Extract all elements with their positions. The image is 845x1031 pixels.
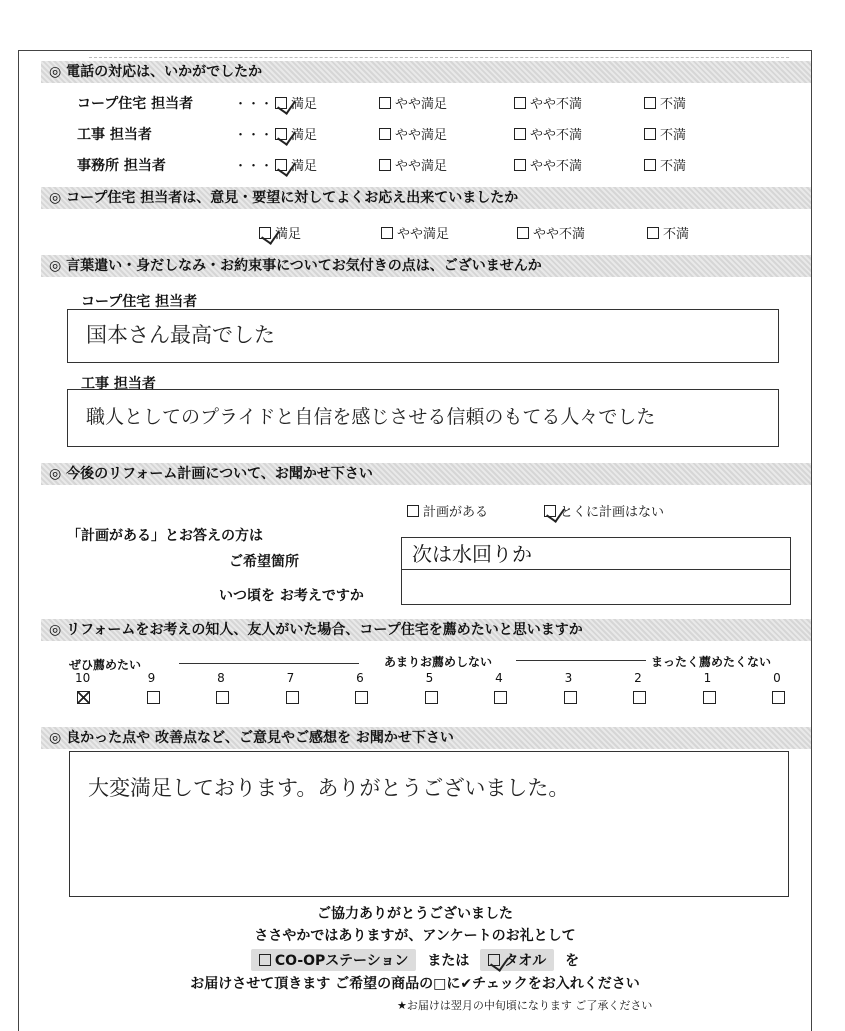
plan-yes-option[interactable]: 計画がある xyxy=(407,501,488,520)
phone-row1-somewhat-dissatisfied[interactable]: やや不満 xyxy=(514,93,582,112)
scale-checkbox-3[interactable] xyxy=(564,691,577,704)
checkbox-icon[interactable] xyxy=(379,128,391,140)
section-manners: ◎ 言葉遣い・身だしなみ・お約束事についてお気付きの点は、ございませんか xyxy=(41,255,811,277)
checkbox-icon[interactable] xyxy=(259,227,271,239)
phone-row2-dissatisfied[interactable]: 不満 xyxy=(644,124,686,143)
section-recommend: ◎ リフォームをお考えの知人、友人がいた場合、コープ住宅を薦めたいと思いますか xyxy=(41,619,811,641)
gift-choice-row xyxy=(19,949,811,971)
checkbox-icon[interactable] xyxy=(275,128,287,140)
phone-row3-dissatisfied[interactable]: 不満 xyxy=(644,155,686,174)
phone-row3-satisfied[interactable]: ・・・ 満足 xyxy=(234,159,318,174)
section-response: ◎ コープ住宅 担当者は、意見・要望に対してよくお応え出来ていましたか xyxy=(41,187,811,209)
gift-option-coop[interactable]: CO-OPステーション xyxy=(251,949,417,971)
section-plan: ◎ 今後のリフォーム計画について、お聞かせ下さい xyxy=(41,463,811,485)
scale-number-5: 5 xyxy=(425,671,434,685)
coop-staff-comment-box[interactable]: 国本さん最高でした xyxy=(67,309,779,363)
place-input[interactable]: 次は水回りか xyxy=(402,538,790,570)
scale-number-4: 4 xyxy=(495,671,503,685)
checkbox-icon[interactable] xyxy=(514,97,526,109)
gift-option-towel[interactable]: タオル xyxy=(480,949,554,971)
checkbox-icon[interactable] xyxy=(379,159,391,171)
scale-number-10: 10 xyxy=(75,671,91,685)
checkbox-icon[interactable] xyxy=(275,97,287,109)
checkbox-icon[interactable] xyxy=(514,128,526,140)
when-label: いつ頃を お考えですか xyxy=(219,588,364,604)
scale-number-3: 3 xyxy=(564,671,573,685)
coop-staff-label: コープ住宅 担当者 xyxy=(81,294,198,310)
scale-number-9: 9 xyxy=(147,671,156,685)
scale-checkbox-7[interactable] xyxy=(286,691,299,704)
checkbox-icon[interactable] xyxy=(644,97,656,109)
footer-instruction: お届けさせて頂きます ご希望の商品の□に✔チェックをお入れください xyxy=(190,976,640,992)
or-text: または xyxy=(427,953,470,969)
scale-number-1: 1 xyxy=(703,671,712,685)
checkbox-icon[interactable] xyxy=(259,954,271,966)
scale-left-label: ぜひ薦めたい xyxy=(69,658,142,672)
checkbox-icon[interactable] xyxy=(379,97,391,109)
scale-right-label: まったく薦めたくない xyxy=(651,655,772,669)
response-dissatisfied[interactable]: 不満 xyxy=(647,223,689,242)
phone-row1-satisfied[interactable]: ・・・ 満足 xyxy=(234,97,318,112)
section-phone: ◎ 電話の対応は、いかがでしたか xyxy=(41,61,811,83)
phone-row-label: コープ住宅 担当者 xyxy=(77,96,194,112)
footer-gift: ささやかではありますが、アンケートのお礼として xyxy=(254,928,576,944)
scale-number-6: 6 xyxy=(356,671,364,685)
checkbox-icon[interactable] xyxy=(544,505,556,517)
comments-box[interactable]: 大変満足しております。ありがとうございました。 xyxy=(69,751,789,897)
plan-no-option[interactable]: とくに計画はない xyxy=(544,501,664,520)
scale-checkbox-5[interactable] xyxy=(425,691,438,704)
checkbox-icon[interactable] xyxy=(644,159,656,171)
phone-row1-somewhat-satisfied[interactable]: やや満足 xyxy=(379,93,447,112)
scale-number-2: 2 xyxy=(634,671,642,685)
phone-row-label: 事務所 担当者 xyxy=(77,158,166,174)
checkbox-icon[interactable] xyxy=(517,227,529,239)
scale-checkbox-4[interactable] xyxy=(494,691,507,704)
plan-lead-text: 「計画がある」とお答えの方は xyxy=(67,528,263,544)
phone-row2-somewhat-satisfied[interactable]: やや満足 xyxy=(379,124,447,143)
checkbox-icon[interactable] xyxy=(381,227,393,239)
scale-number-0: 0 xyxy=(773,671,781,685)
scale-checkbox-6[interactable] xyxy=(355,691,368,704)
footer-note: ★お届けは翌月の中旬頃になります ご了承ください xyxy=(397,999,653,1012)
response-somewhat-dissatisfied[interactable]: やや不満 xyxy=(517,223,585,242)
checkbox-icon[interactable] xyxy=(407,505,419,517)
scale-number-8: 8 xyxy=(217,671,225,685)
checkbox-icon[interactable] xyxy=(647,227,659,239)
footer-thanks: ご協力ありがとうございました xyxy=(317,906,513,922)
phone-row3-somewhat-dissatisfied[interactable]: やや不満 xyxy=(514,155,582,174)
scale-checkbox-1[interactable] xyxy=(703,691,716,704)
scale-mid-label: あまりお薦めしない xyxy=(384,655,493,669)
scale-checkbox-0[interactable] xyxy=(772,691,785,704)
top-dashed-line xyxy=(89,51,789,58)
place-label: ご希望箇所 xyxy=(229,554,299,570)
checkbox-icon[interactable] xyxy=(644,128,656,140)
phone-row1-dissatisfied[interactable]: 不満 xyxy=(644,93,686,112)
section-comments: ◎ 良かった点や 改善点など、ご意見やご感想を お聞かせ下さい xyxy=(41,727,811,749)
phone-row3-somewhat-satisfied[interactable]: やや満足 xyxy=(379,155,447,174)
plan-answer-box xyxy=(401,537,791,605)
scale-checkbox-9[interactable] xyxy=(147,691,160,704)
koji-staff-comment-box[interactable]: 職人としてのプライドと自信を感じさせる信頼のもてる人々でした xyxy=(67,389,779,447)
scale-checkbox-2[interactable] xyxy=(633,691,646,704)
phone-row2-somewhat-dissatisfied[interactable]: やや不満 xyxy=(514,124,582,143)
phone-row2-satisfied[interactable]: ・・・ 満足 xyxy=(234,128,318,143)
response-somewhat-satisfied[interactable]: やや満足 xyxy=(381,223,449,242)
wo-text: を xyxy=(565,953,580,969)
scale-number-7: 7 xyxy=(286,671,295,685)
scale-checkbox-8[interactable] xyxy=(216,691,229,704)
checkbox-icon[interactable] xyxy=(488,954,500,966)
scale-checkbox-10[interactable] xyxy=(77,691,90,704)
checkbox-icon[interactable] xyxy=(275,159,287,171)
scale-divider xyxy=(516,660,646,661)
response-satisfied[interactable]: 満足 xyxy=(259,223,301,242)
scale-divider xyxy=(179,663,359,664)
koji-staff-label: 工事 担当者 xyxy=(81,376,156,392)
survey-form xyxy=(18,50,812,1031)
checkbox-icon[interactable] xyxy=(514,159,526,171)
phone-row-label: 工事 担当者 xyxy=(77,127,152,143)
when-input[interactable] xyxy=(402,571,790,604)
